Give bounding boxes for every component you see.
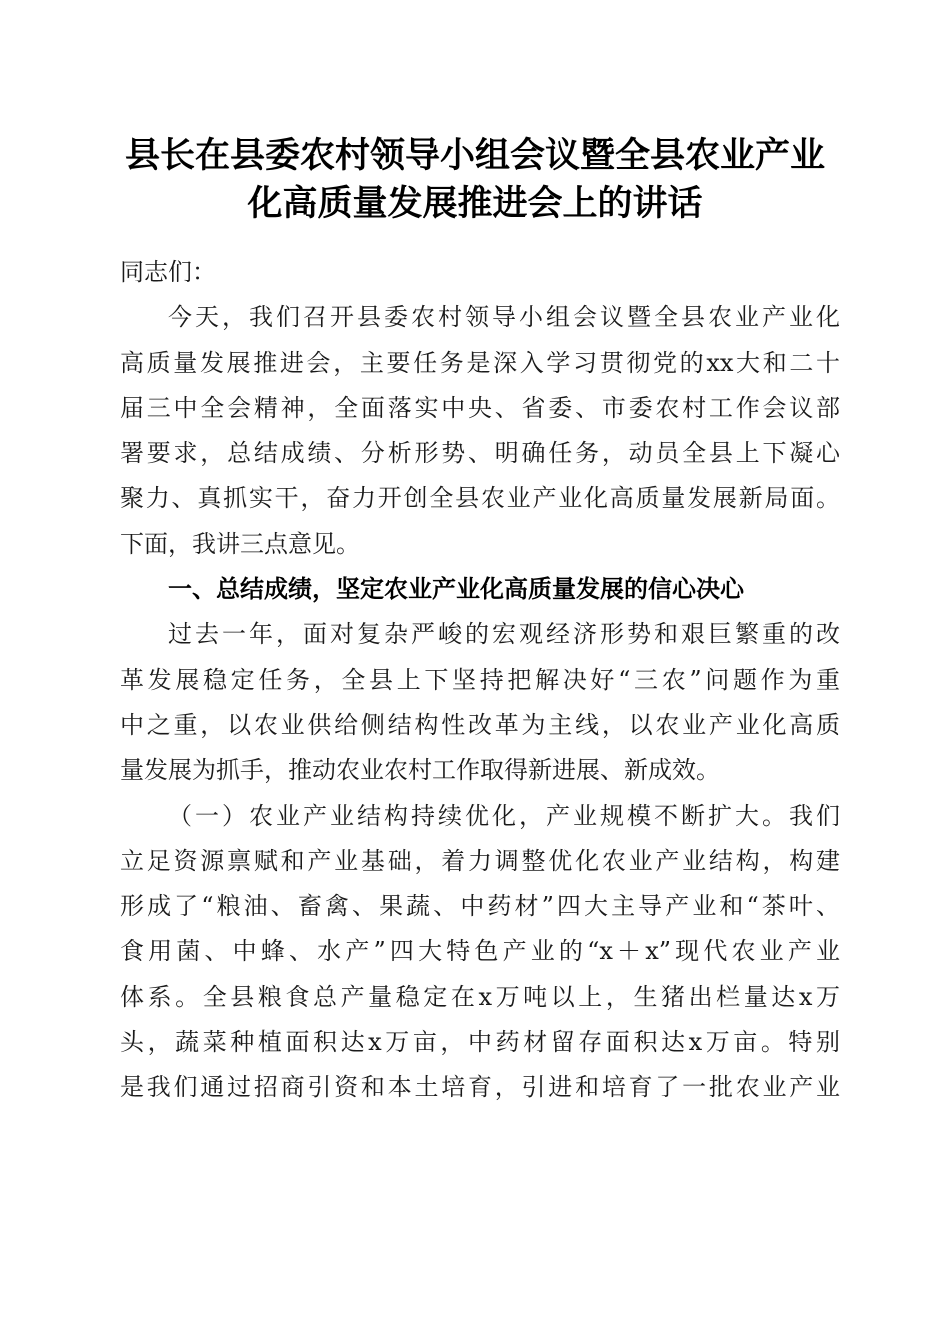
subsection1-line: 立足资源禀赋和产业基础，着力调整优化农业产业结构，构建 <box>120 846 840 875</box>
document-title <box>100 132 850 228</box>
intro-line: 高质量发展推进会，主要任务是深入学习贯彻党的xx大和二十 <box>120 348 840 377</box>
intro-line: 届三中全会精神，全面落实中央、省委、市委农村工作会议部 <box>120 393 840 422</box>
subsection1-line: 是我们通过招商引资和本土培育，引进和培育了一批农业产业 <box>120 1073 840 1102</box>
subsection1-line: 头，蔬菜种植面积达x万亩，中药材留存面积达x万亩。特别 <box>120 1028 840 1057</box>
document-body <box>120 250 840 1111</box>
subsection1-line: 形成了“粮油、畜禽、果蔬、中药材”四大主导产业和“茶叶、 <box>120 892 840 921</box>
section1-line: 中之重，以农业供给侧结构性改革为主线，以农业产业化高质 <box>120 710 840 739</box>
subsection1-line: 食用菌、中蜂、水产”四大特色产业的“x＋x”现代农业产业 <box>120 937 840 966</box>
section-heading-1: 一、总结成绩，坚定农业产业化高质量发展的信心决心 <box>168 575 744 604</box>
intro-line: 聚力、真抓实干，奋力开创全县农业产业化高质量发展新局面。 <box>120 484 840 513</box>
section1-line: 过去一年，面对复杂严峻的宏观经济形势和艰巨繁重的改 <box>168 620 840 649</box>
salutation: 同志们： <box>120 258 216 286</box>
subsection1-line: 体系。全县粮食总产量稳定在x万吨以上，生猪出栏量达x万 <box>120 982 840 1011</box>
title-line-2: 化高质量发展推进会上的讲话 <box>247 183 703 224</box>
subsection1-line: （一）农业产业结构持续优化，产业规模不断扩大。我们 <box>168 801 840 830</box>
intro-line: 下面，我讲三点意见。 <box>120 529 360 558</box>
intro-line: 署要求，总结成绩、分析形势、明确任务，动员全县上下凝心 <box>120 439 840 468</box>
section1-line: 量发展为抓手，推动农业农村工作取得新进展、新成效。 <box>120 756 720 785</box>
section1-line: 革发展稳定任务，全县上下坚持把解决好“三农”问题作为重 <box>120 665 840 694</box>
title-line-1: 县长在县委农村领导小组会议暨全县农业产业 <box>124 135 825 176</box>
intro-line: 今天，我们召开县委农村领导小组会议暨全县农业产业化 <box>168 303 840 332</box>
